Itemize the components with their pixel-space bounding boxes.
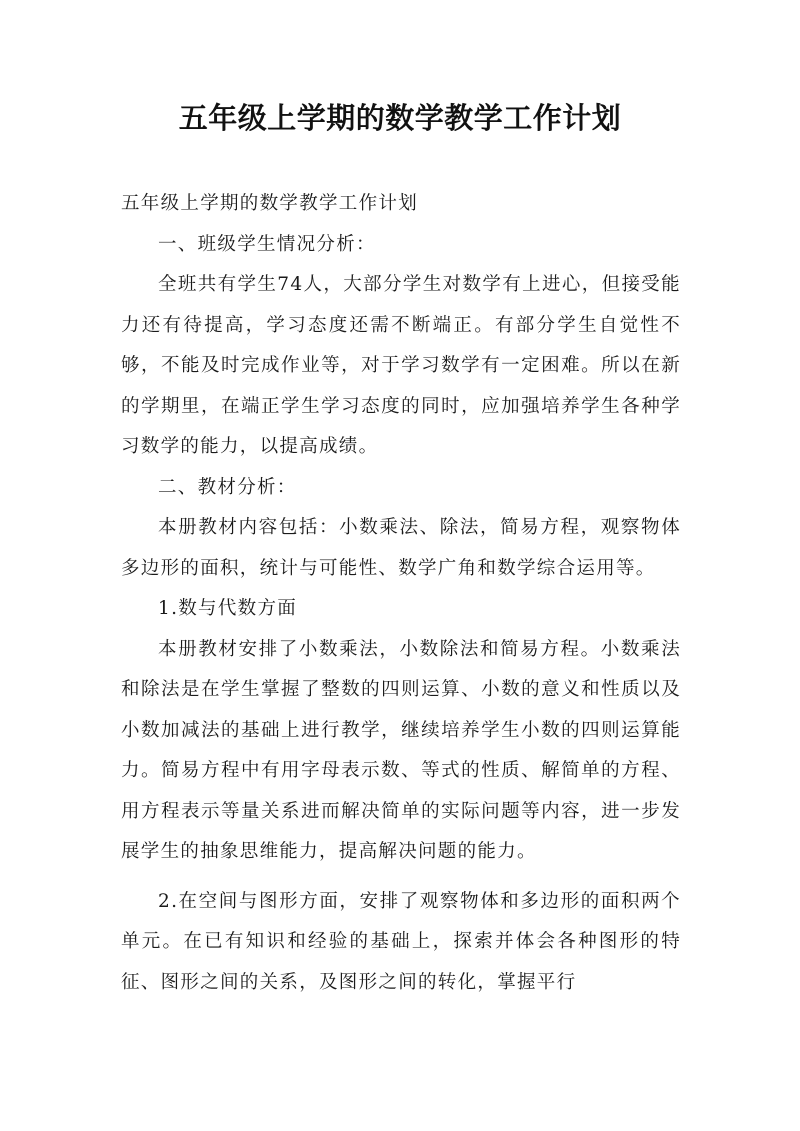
document-body bbox=[121, 184, 681, 1003]
paragraph-space-geometry: 2.在空间与图形方面，安排了观察物体和多边形的面积两个单元。在已有知识和经验的基础上，探索并体会各种图形的特征、图形之间的关系，及图形之间的转化，掌握平行 bbox=[121, 890, 681, 993]
paragraph-section-1-heading: 一、班级学生情况分析： bbox=[158, 233, 376, 255]
paragraph-textbook-content: 本册教材内容包括：小数乘法、除法，简易方程，观察物体多边形的面积，统计与可能性、数学广角和数学综合运用等。 bbox=[121, 517, 681, 579]
paragraph-subsection-1-heading: 1.数与代数方面 bbox=[158, 598, 298, 619]
paragraph-number-algebra: 本册教材安排了小数乘法，小数除法和简易方程。小数乘法和除法是在学生掌握了整数的四则运算、小数的意义和性质以及小数加减法的基础上进行教学，继续培养学生小数的四则运算能力。简易方程中有用字母表示数、等式的性质、解简单的方程、用方程表示等量关系进而解决简单的实际问题等内容，进一步发展学生的抽象思维能力，提高解决问题的能力。 bbox=[121, 638, 681, 862]
paragraph-class-analysis: 全班共有学生74人，大部分学生对数学有上进心，但接受能力还有待提高，学习态度还需不断端正。有部分学生自觉性不够，不能及时完成作业等，对于学习数学有一定困难。所以在新的学期里，在端正学生学习态度的同时，应加强培养学生各种学习数学的能力，以提高成绩。 bbox=[121, 274, 681, 457]
paragraph-section-2-heading: 二、教材分析： bbox=[158, 476, 297, 498]
paragraph-heading: 五年级上学期的数学教学工作计划 bbox=[121, 193, 419, 214]
document-title: 五年级上学期的数学教学工作计划 bbox=[178, 101, 622, 135]
